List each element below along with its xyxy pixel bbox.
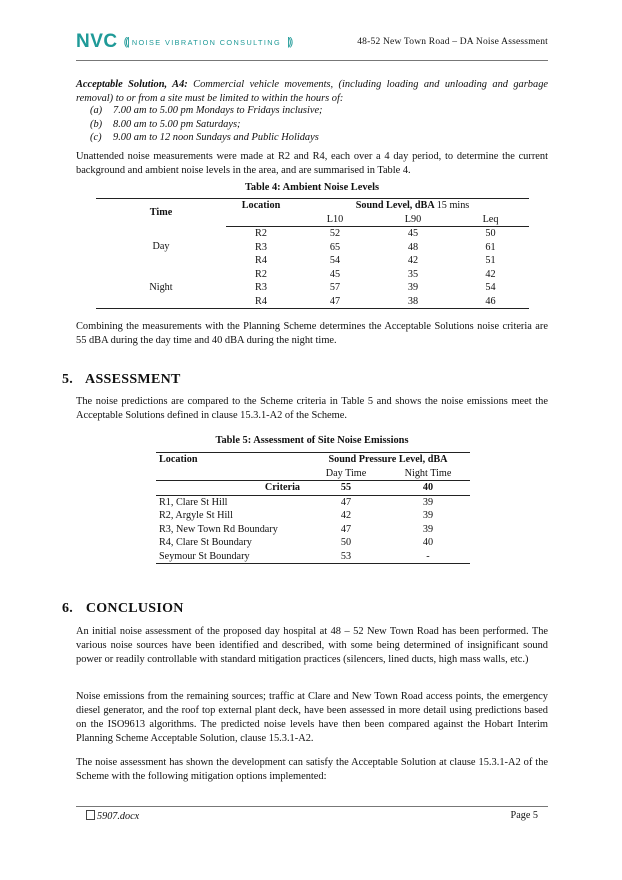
table-header-row <box>96 199 529 213</box>
col-day-time: Day Time <box>306 467 386 481</box>
criteria-row: Criteria 55 40 <box>156 481 470 496</box>
table-row: R3 57 39 54 <box>255 282 496 293</box>
col-location: Location <box>159 454 198 465</box>
logo-tagline: NOISE VIBRATION CONSULTING <box>131 37 282 47</box>
footer-filename: 5907.docx <box>86 810 139 822</box>
document-icon <box>86 810 95 820</box>
col-time: Time <box>149 207 173 218</box>
table-row: R4 47 38 46 <box>255 295 496 307</box>
assessment-paragraph: The noise predictions are compared to the Scheme criteria in Table 5 and shows the noise emissions meet the Acceptable Solutions defined in clause 15.3.1-A2 of the Scheme. <box>76 396 548 421</box>
table-subheader-row <box>156 467 470 481</box>
table-row: R4, Clare St Boundary 50 40 <box>159 537 434 548</box>
table-row: R4 54 42 51 <box>255 255 496 266</box>
col-spl: Sound Pressure Level, dBA <box>328 454 448 465</box>
acceptable-solution-label: Acceptable Solution, A4: <box>76 79 188 90</box>
logo-text: NVC <box>76 31 118 52</box>
table-header-row <box>156 453 470 467</box>
acceptable-solution-text: Commercial vehicle movements, (including loading and unloading and garbage removal) to or from a site must be limited to within the hours of: <box>76 79 548 104</box>
sound-wave-icon-right: |)) <box>287 36 292 48</box>
table-row: R3 65 48 61 <box>255 241 496 253</box>
combining-paragraph: Combining the measurements with the Planning Scheme determines the Acceptable Solutions noise criteria are 55 dBA during the day time and 40 dBA during the night time. <box>76 321 548 346</box>
table5-caption: Table 5: Assessment of Site Noise Emissions <box>215 435 409 446</box>
col-night-time: Night Time <box>386 467 470 481</box>
measurements-paragraph: Unattended noise measurements were made at R2 and R4, each over a 4 day period, to determine the current background and ambient noise levels in the area, and are summarised in Table 4. <box>76 151 548 176</box>
list-item: (c) 9.00 am to 12 noon Sundays and Public Holidays <box>90 132 319 143</box>
list-item: (a) 7.00 am to 5.00 pm Mondays to Fridays inclusive; <box>90 105 323 116</box>
time-day: Day <box>152 241 170 253</box>
table-row: R1, Clare St Hill 47 39 <box>159 496 434 508</box>
col-location: Location <box>241 200 281 211</box>
list-item: (b) 8.00 am to 5.00 pm Saturdays; <box>90 118 241 130</box>
section-5-heading: 5. ASSESSMENT <box>62 372 181 387</box>
table4-caption: Table 4: Ambient Noise Levels <box>244 182 380 193</box>
document-title: 48-52 New Town Road – DA Noise Assessment <box>357 37 548 47</box>
table-row: Night R2 45 35 42 <box>96 268 529 282</box>
sound-wave-icon: ((| <box>123 36 128 48</box>
col-sound-level: Sound Level, dBA 15 mins <box>355 200 470 211</box>
col-leq: Leq <box>452 213 529 227</box>
section-6-heading: 6. CONCLUSION <box>62 601 184 616</box>
time-night: Night <box>149 282 173 293</box>
table-row: R2, Argyle St Hill 42 39 <box>159 510 434 521</box>
conclusion-paragraph-2: Noise emissions from the remaining sources; traffic at Clare and New Town Road access points, the emergency diesel generator, and the roof top external plant deck, have been assessed in more detail using predictions based on the ISO9613 algorithms. The predicted noise levels have then been compared against the Hobart Interim Planning Scheme Acceptable Solution, clause 15.3.1-A2. <box>76 691 548 744</box>
ambient-noise-table <box>96 198 529 309</box>
col-l90: L90 <box>374 213 452 227</box>
conclusion-paragraph-3: The noise assessment has shown the development can satisfy the Acceptable Solution at clause 15.3.1-A2 of the Scheme with the following mitigation options implemented: <box>76 757 548 782</box>
col-l10: L10 <box>296 213 374 227</box>
acceptable-solution-paragraph <box>76 78 548 106</box>
table-row: Seymour St Boundary 53 - <box>159 550 430 562</box>
hours-list <box>90 104 530 145</box>
table-row: Day R2 52 45 50 <box>96 227 529 241</box>
nvc-logo <box>76 31 291 53</box>
conclusion-paragraph-1: An initial noise assessment of the proposed day hospital at 48 – 52 New Town Road has been performed. The various noise sources have been identified and described, with some being determined of insignificant sound power or readily controllable with standard mitigation practices (silencers, lined ducts, high mass walls, etc.) <box>76 626 548 665</box>
table-row: R3, New Town Rd Boundary 47 39 <box>159 523 434 535</box>
page-number: Page 5 <box>510 810 538 821</box>
page-header <box>76 28 548 61</box>
page-footer <box>76 806 548 827</box>
site-noise-emissions-table <box>156 452 470 564</box>
